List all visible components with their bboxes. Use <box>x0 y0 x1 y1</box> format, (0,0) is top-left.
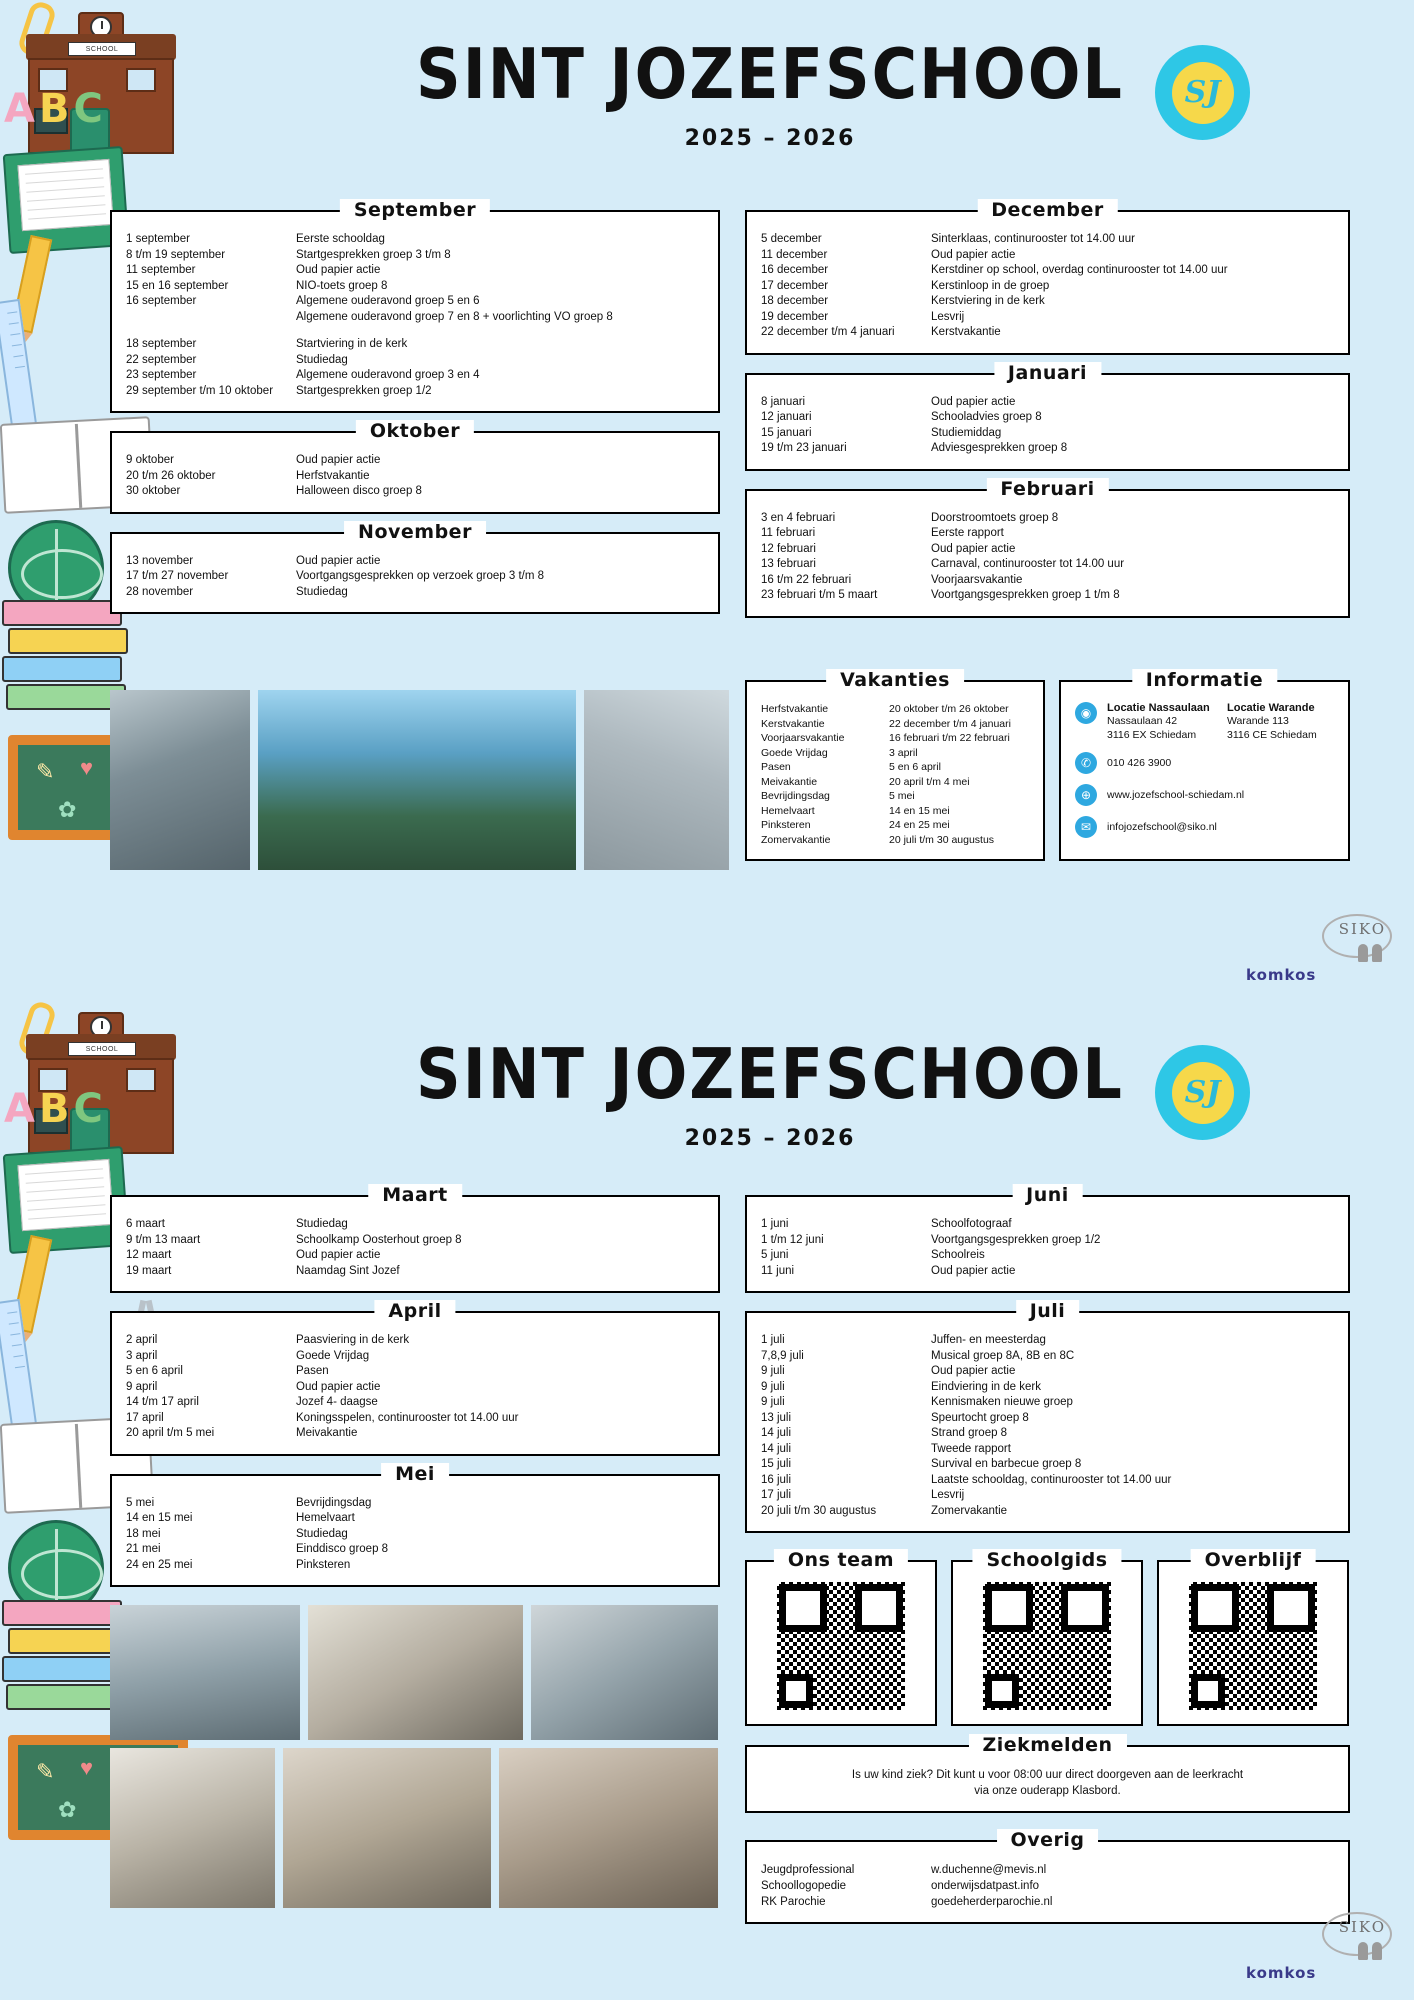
abc-letters: ABC <box>4 86 107 132</box>
table-row: 30 oktober Halloween disco groep 8 <box>126 485 422 497</box>
page2-left-column <box>110 1184 720 1605</box>
table-row: 9 juli Eindviering in de kerk <box>761 1380 1041 1393</box>
vakanties-title: Vakanties <box>826 669 964 691</box>
table-row: 28 november Studiedag <box>126 585 348 598</box>
email-row[interactable] <box>1075 816 1334 838</box>
siko-logo: SIKO <box>1339 1918 1386 1936</box>
table-row: Zomervakantie 20 juli t/m 30 augustus <box>761 833 995 846</box>
table-row: 20 t/m 26 oktober Herfstvakantie <box>126 469 370 482</box>
vakanties-panel <box>745 669 1045 861</box>
table-row: 9 oktober Oud papier actie <box>126 454 381 466</box>
ziekmelden-title: Ziekmelden <box>968 1734 1126 1756</box>
ziekmelden-panel <box>745 1734 1350 1813</box>
table-row: 11 december Oud papier actie <box>761 248 1016 261</box>
location-street: Nassaulaan 42 <box>1107 715 1178 727</box>
page-2 <box>0 1000 1414 2000</box>
month-title: Februari <box>986 478 1108 500</box>
table-row: 12 februari Oud papier actie <box>761 542 1016 555</box>
photo-classroom <box>110 1605 300 1740</box>
photo-hallway <box>110 690 250 870</box>
table-row: 18 december Kerstviering in de kerk <box>761 295 1045 307</box>
footer-logos-page1 <box>1246 920 1386 990</box>
table-row: Meivakantie 20 april t/m 4 mei <box>761 775 970 788</box>
table-row: 2 april Paasviering in de kerk <box>126 1334 410 1346</box>
table-row: 11 september Oud papier actie <box>126 264 381 276</box>
school-building-illustration: SCHOOL <box>8 1012 198 1152</box>
month-panel-februari <box>745 477 1350 618</box>
footer-logos-page2 <box>1246 1918 1386 1988</box>
phone-row <box>1075 752 1334 774</box>
qr-panel-title: Ons team <box>774 1549 908 1571</box>
website-row[interactable] <box>1075 784 1334 806</box>
month-panel-mei <box>110 1462 720 1588</box>
table-row: Goede Vrijdag 3 april <box>761 746 918 759</box>
table-row: 15 juli Survival en barbecue groep 8 <box>761 1458 1082 1470</box>
table-row: 3 april Goede Vrijdag <box>126 1349 370 1362</box>
month-panel-juni <box>745 1184 1350 1293</box>
table-row: 12 januari Schooladvies groep 8 <box>761 411 1042 423</box>
table-row: 19 december Lesvrij <box>761 310 965 323</box>
table-row: 15 januari Studiemiddag <box>761 426 1002 439</box>
table-row: 1 september Eerste schooldag <box>126 233 385 245</box>
month-title: December <box>977 199 1117 221</box>
photo-schoolyard-tree <box>258 690 576 870</box>
school-logo-initials: SJ <box>1172 62 1234 124</box>
month-panel-oktober <box>110 420 720 514</box>
month-title: Mei <box>381 1463 449 1485</box>
school-logo <box>1155 45 1250 140</box>
email-address[interactable]: infojozefschool@siko.nl <box>1107 821 1217 833</box>
school-building-illustration: SCHOOL <box>8 12 198 152</box>
photo-blackboard <box>308 1605 523 1740</box>
month-title: Oktober <box>356 420 474 442</box>
table-row: 5 december Sinterklaas, continurooster tot 14.00 uur <box>761 233 1135 245</box>
ziekmelden-wrapper <box>745 1734 1350 1831</box>
table-row: 18 mei Studiedag <box>126 1527 348 1540</box>
table-row: 24 en 25 mei Pinksteren <box>126 1558 351 1571</box>
phone-icon: ✆ <box>1075 752 1097 774</box>
qr-panel-title: Overblijf <box>1191 1549 1316 1571</box>
qr-panel-overblijf[interactable] <box>1157 1549 1349 1726</box>
chalkboard-illustration: ✎ ♥ ✿ <box>8 1735 188 1840</box>
qr-panels-row <box>745 1549 1349 1744</box>
table-row: 14 juli Tweede rapport <box>761 1442 1011 1455</box>
table-row: Algemene ouderavond groep 7 en 8 + voorlichting VO groep 8 <box>296 310 613 323</box>
photo-artwork <box>499 1748 718 1908</box>
table-row: Hemelvaart 14 en 15 mei <box>761 804 950 817</box>
table-row: 9 juli Oud papier actie <box>761 1365 1016 1377</box>
table-row: 19 t/m 23 januari Adviesgesprekken groep 8 <box>761 442 1068 454</box>
month-panel-december <box>745 199 1350 355</box>
table-row: Voorjaarsvakantie 16 februari t/m 22 februari <box>761 732 1010 744</box>
table-row: 17 juli Lesvrij <box>761 1489 965 1501</box>
photo-strip-page2-bottom <box>110 1748 718 1908</box>
table-row: 17 april Koningsspelen, continurooster tot 14.00 uur <box>126 1411 519 1424</box>
phone-number: 010 426 3900 <box>1107 757 1172 769</box>
ziekmelden-line2: via onze ouderapp Klasbord. <box>974 1785 1121 1797</box>
globe-icon: ⊕ <box>1075 784 1097 806</box>
photo-strip-page1 <box>110 690 729 870</box>
month-title: September <box>340 199 490 221</box>
month-panel-januari <box>745 361 1350 471</box>
month-title: Januari <box>994 362 1101 384</box>
table-row: Bevrijdingsdag 5 mei <box>761 790 915 802</box>
photo-strip-page2-top <box>110 1605 718 1740</box>
school-title: SINT JOZEFSCHOOL <box>416 32 1124 115</box>
qr-code-ons-team[interactable] <box>777 1582 905 1710</box>
table-row: Kerstvakantie 22 december t/m 4 januari <box>761 717 1011 730</box>
vakanties-informatie-row <box>745 669 1350 879</box>
table-row: 22 december t/m 4 januari Kerstvakantie <box>761 326 1001 338</box>
table-row: 1 juli Juffen- en meesterdag <box>761 1334 1046 1346</box>
table-row: 5 mei Bevrijdingsdag <box>126 1496 372 1509</box>
table-row: 9 juli Kennismaken nieuwe groep <box>761 1396 1073 1408</box>
table-row: 5 juni Schoolreis <box>761 1249 985 1261</box>
location-city: 3116 CE Schiedam <box>1227 729 1317 741</box>
siko-logo: SIKO <box>1339 920 1386 938</box>
school-year: 2025 – 2026 <box>684 126 856 151</box>
location-pin-icon: ◉ <box>1075 702 1097 724</box>
table-row: 16 december Kerstdiner op school, overdag continurooster tot 14.00 uur <box>761 264 1228 276</box>
table-row: 9 april Oud papier actie <box>126 1380 381 1393</box>
table-row: 20 juli t/m 30 augustus Zomervakantie <box>761 1504 1008 1517</box>
table-row: 8 januari Oud papier actie <box>761 395 1016 408</box>
page1-left-column <box>110 199 720 632</box>
table-row: 16 september Algemene ouderavond groep 5 en 6 <box>126 295 480 307</box>
table-row: Schoollogopedie onderwijsdatpast.info <box>761 1880 1040 1892</box>
overig-title: Overig <box>997 1829 1099 1851</box>
table-row: 16 juli Laatste schooldag, continurooster tot 14.00 uur <box>761 1473 1172 1486</box>
month-title: Juni <box>1012 1184 1083 1206</box>
informatie-title: Informatie <box>1132 669 1277 691</box>
table-row: 17 t/m 27 november Voortgangsgesprekken op verzoek groep 3 t/m 8 <box>126 570 545 582</box>
location-city: 3116 EX Schiedam <box>1107 729 1197 741</box>
table-row: 5 en 6 april Pasen <box>126 1365 329 1377</box>
month-panel-maart <box>110 1184 720 1293</box>
table-row: 11 juni Oud papier actie <box>761 1264 1016 1277</box>
location-street: Warande 113 <box>1227 715 1289 727</box>
table-row: 13 februari Carnaval, continurooster tot 14.00 uur <box>761 558 1125 570</box>
photo-teacher <box>531 1605 718 1740</box>
table-row: 18 september Startviering in de kerk <box>126 338 408 350</box>
page2-right-column <box>745 1184 1350 1551</box>
table-row: Herfstvakantie 20 oktober t/m 26 oktober <box>761 703 1009 715</box>
table-row: 14 juli Strand groep 8 <box>761 1427 1008 1439</box>
table-row: 6 maart Studiedag <box>126 1218 348 1230</box>
month-title: April <box>374 1300 455 1322</box>
month-panel-april <box>110 1300 720 1456</box>
school-title: SINT JOZEFSCHOOL <box>416 1032 1124 1115</box>
website-url[interactable]: www.jozefschool-schiedam.nl <box>1107 789 1245 801</box>
table-row: Pinksteren 24 en 25 mei <box>761 819 950 831</box>
school-logo-initials: SJ <box>1172 1062 1234 1124</box>
table-row: 14 en 15 mei Hemelvaart <box>126 1512 355 1524</box>
month-panel-september <box>110 199 720 413</box>
table-row: 12 maart Oud papier actie <box>126 1249 381 1261</box>
chalkboard-illustration: ✎ ♥ ✿ <box>8 735 188 840</box>
abc-letters: ABC <box>4 1086 107 1132</box>
table-row: 15 en 16 september NIO-toets groep 8 <box>126 279 388 292</box>
table-row: 9 t/m 13 maart Schoolkamp Oosterhout groep 8 <box>126 1233 462 1246</box>
table-row: 11 februari Eerste rapport <box>761 527 1004 539</box>
table-row: RK Parochie goedeherderparochie.nl <box>761 1896 1053 1908</box>
table-row: Pasen 5 en 6 april <box>761 761 941 773</box>
komkos-logo: komkos <box>1246 1964 1317 1982</box>
page-header <box>280 20 1260 151</box>
table-row: 13 november Oud papier actie <box>126 554 381 567</box>
location-name: Locatie Nassaulaan <box>1107 702 1210 714</box>
table-row: 19 maart Naamdag Sint Jozef <box>126 1264 400 1277</box>
informatie-panel <box>1059 669 1350 861</box>
komkos-logo: komkos <box>1246 966 1317 984</box>
page1-right-column <box>745 199 1350 636</box>
school-year: 2025 – 2026 <box>684 1126 856 1151</box>
location-name: Locatie Warande <box>1227 702 1315 714</box>
table-row: 17 december Kerstinloop in de groep <box>761 279 1050 292</box>
month-title: November <box>344 521 486 543</box>
table-row: 1 t/m 12 juni Voortgangsgesprekken groep 1/2 <box>761 1233 1101 1246</box>
table-row: 21 mei Einddisco groep 8 <box>126 1543 389 1555</box>
qr-panel-title: Schoolgids <box>972 1549 1121 1571</box>
table-row: 8 t/m 19 september Startgesprekken groep 3 t/m 8 <box>126 248 451 261</box>
envelope-icon: ✉ <box>1075 816 1097 838</box>
overig-panel <box>745 1829 1350 1924</box>
month-panel-juli <box>745 1300 1350 1533</box>
table-row: 14 t/m 17 april Jozef 4- daagse <box>126 1396 378 1408</box>
qr-panel-ons-team[interactable] <box>745 1549 937 1726</box>
month-title: Juli <box>1016 1300 1080 1322</box>
qr-code-overblijf[interactable] <box>1189 1582 1317 1710</box>
table-row: 29 september t/m 10 oktober Startgesprekken groep 1/2 <box>126 384 432 397</box>
table-row: Jeugdprofessional w.duchenne@mevis.nl <box>761 1864 1047 1876</box>
table-row: 20 april t/m 5 mei Meivakantie <box>126 1427 358 1439</box>
qr-code-schoolgids[interactable] <box>983 1582 1111 1710</box>
table-row: 23 september Algemene ouderavond groep 3 en 4 <box>126 369 480 381</box>
ziekmelden-line1: Is uw kind ziek? Dit kunt u voor 08:00 uur direct doorgeven aan de leerkracht <box>851 1769 1244 1781</box>
photo-staff-member <box>283 1748 491 1908</box>
school-logo <box>1155 1045 1250 1140</box>
table-row: 1 juni Schoolfotograaf <box>761 1218 1012 1230</box>
month-title: Maart <box>368 1184 462 1206</box>
table-row: 7,8,9 juli Musical groep 8A, 8B en 8C <box>761 1349 1075 1362</box>
table-row: 3 en 4 februari Doorstroomtoets groep 8 <box>761 511 1059 524</box>
table-row: 16 t/m 22 februari Voorjaarsvakantie <box>761 573 1023 586</box>
table-row: 22 september Studiedag <box>126 353 348 366</box>
month-panel-november <box>110 520 720 615</box>
table-row: 13 juli Speurtocht groep 8 <box>761 1411 1029 1424</box>
photo-school-entrance <box>584 690 729 870</box>
qr-panel-schoolgids[interactable] <box>951 1549 1143 1726</box>
page-header <box>280 1020 1260 1151</box>
photo-trophies <box>110 1748 275 1908</box>
table-row: 23 februari t/m 5 maart Voortgangsgesprekken groep 1 t/m 8 <box>761 589 1120 601</box>
